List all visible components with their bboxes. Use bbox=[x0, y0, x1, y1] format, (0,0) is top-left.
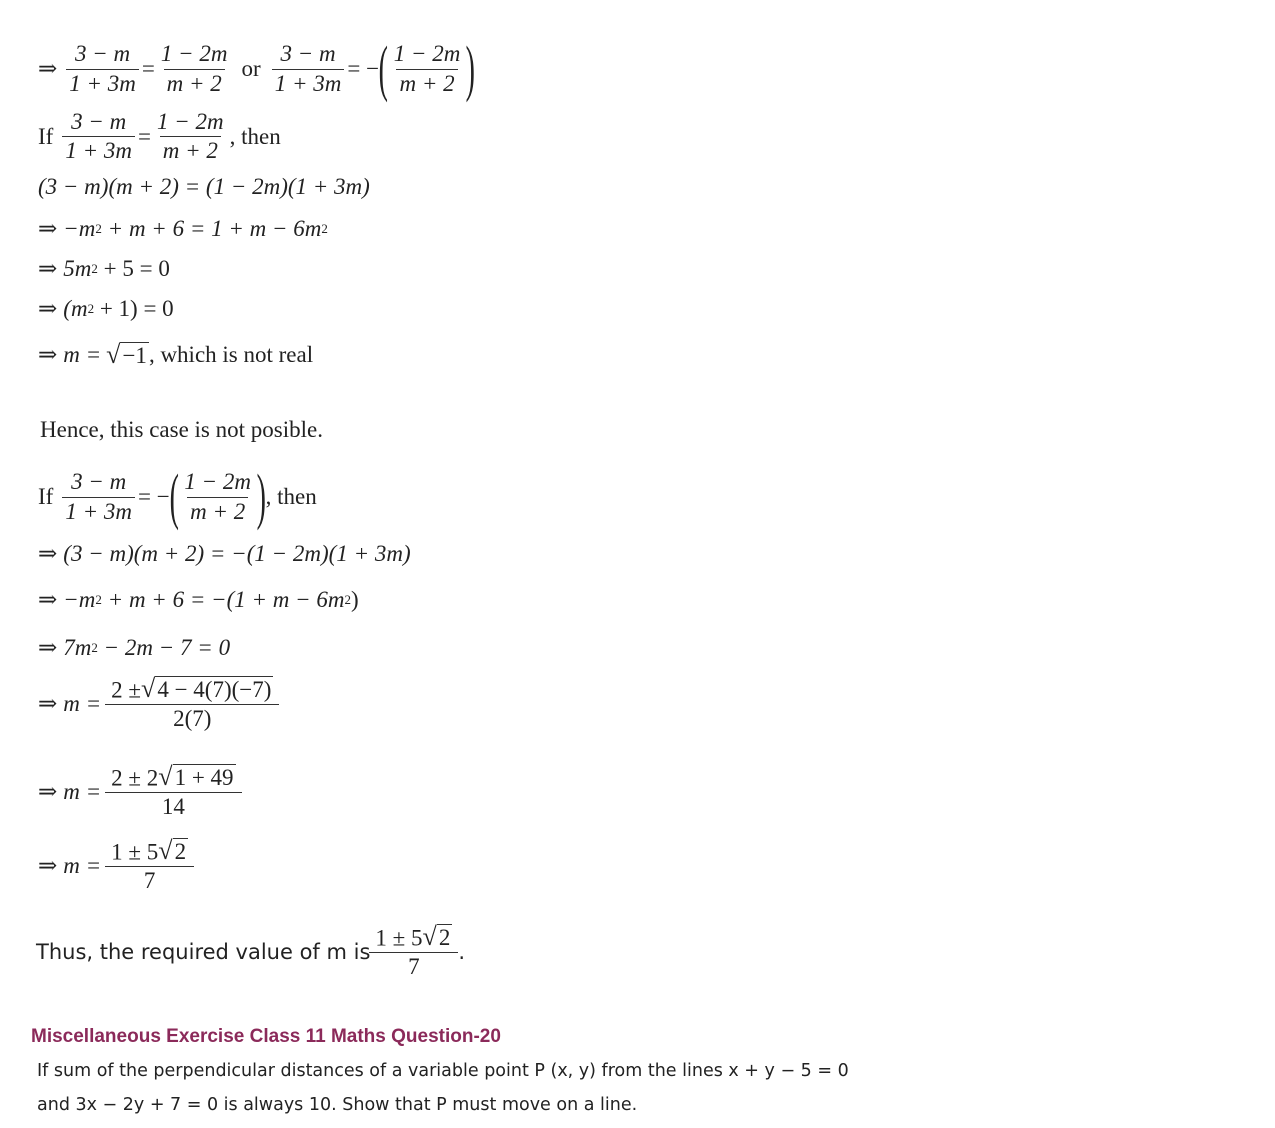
term: + m + 6 = −(1 + m − 6m bbox=[101, 587, 345, 612]
fraction: 1 ± 5 √ 2 7 bbox=[108, 838, 191, 894]
equation-step-12: ⇒ 7m 2 − 2m − 7 = 0 bbox=[38, 635, 231, 660]
term: 5m bbox=[63, 256, 92, 281]
equals-sign: = bbox=[137, 123, 151, 149]
equation-step-2 bbox=[38, 110, 281, 163]
fraction: $\frac{3 - m}{1 + 3m}$ bbox=[66, 42, 139, 95]
term: + 5 = 0 bbox=[97, 256, 170, 281]
or-word: or bbox=[241, 56, 261, 81]
fraction: 1 ± 5 √ 2 7 bbox=[372, 924, 455, 980]
fraction: $\frac{1 - 2m}{m + 2}$ bbox=[160, 41, 228, 96]
term: −m bbox=[63, 587, 96, 612]
equals-sign: = bbox=[141, 56, 155, 81]
equation-step-3 bbox=[38, 174, 370, 200]
fraction: $\frac{1 - 2m}{m + 2}$ bbox=[156, 109, 224, 164]
fraction: 2 ± 2 √ 1 + 49 14 bbox=[108, 764, 238, 820]
right-paren: ) bbox=[256, 463, 266, 531]
term: , which is not real bbox=[148, 342, 314, 368]
fraction: $\frac{1 - 2m}{m + 2}$ bbox=[393, 41, 461, 96]
fraction: $\frac{3 - m}{1 + 3m}$ bbox=[62, 110, 135, 163]
implies-symbol: ⇒ bbox=[38, 56, 58, 81]
implies-symbol: ⇒ bbox=[38, 587, 58, 612]
fraction: $\frac{1 - 2m}{m + 2}$ bbox=[184, 469, 251, 524]
equation-step-4: ⇒ −m 2 + m + 6 = 1 + m − 6m 2 bbox=[38, 216, 328, 241]
equation-step-10 bbox=[38, 541, 411, 567]
implies-symbol: ⇒ bbox=[38, 342, 58, 368]
equation-step-11: ⇒ −m 2 + m + 6 = −(1 + m − 6m 2 ) bbox=[38, 587, 359, 612]
then-word: , then bbox=[265, 484, 317, 509]
period: . bbox=[458, 939, 465, 964]
term: − 2m − 7 = 0 bbox=[97, 635, 231, 660]
term: −m bbox=[63, 216, 96, 241]
question-text-line-1: If sum of the perpendicular distances of a variable point P (x, y) from the lines x + y − 5 = 0 bbox=[37, 1061, 849, 1081]
square-root: √ −1 bbox=[106, 340, 147, 370]
term: m = bbox=[63, 690, 102, 716]
implies-symbol: ⇒ bbox=[38, 778, 58, 804]
fraction: $\frac{3 - m}{1 + 3m}$ bbox=[272, 42, 345, 95]
equation-step-5: ⇒ 5m 2 + 5 = 0 bbox=[38, 256, 170, 281]
equation-text: (3 − m)(m + 2) = (1 − 2m)(1 + 3m) bbox=[38, 174, 370, 199]
if-word: If bbox=[38, 123, 54, 149]
left-paren: ( bbox=[169, 463, 179, 531]
implies-symbol: ⇒ bbox=[38, 852, 58, 878]
equation-step-13 bbox=[38, 676, 279, 732]
question-heading: Miscellaneous Exercise Class 11 Maths Question-20 bbox=[31, 1026, 501, 1047]
term: m = bbox=[63, 778, 102, 804]
equation-step-7 bbox=[38, 342, 313, 368]
implies-symbol: ⇒ bbox=[38, 541, 58, 566]
implies-symbol: ⇒ bbox=[38, 256, 58, 281]
equation-step-14 bbox=[38, 764, 242, 820]
fraction: $\frac{3 - m}{1 + 3m}$ bbox=[62, 470, 135, 523]
equation-step-15 bbox=[38, 838, 194, 894]
term: ) bbox=[351, 587, 359, 612]
equals-negative: = − bbox=[137, 484, 170, 509]
question-text-line-2: and 3x − 2y + 7 = 0 is always 10. Show that P must move on a line. bbox=[37, 1095, 638, 1115]
term: (3 − m)(m + 2) = −(1 − 2m)(1 + 3m) bbox=[63, 541, 411, 566]
case-not-possible-text bbox=[40, 417, 323, 443]
implies-symbol: ⇒ bbox=[38, 296, 58, 321]
implies-symbol: ⇒ bbox=[38, 690, 58, 716]
term: m = bbox=[63, 342, 102, 368]
implies-symbol: ⇒ bbox=[38, 635, 58, 660]
equation-step-6: ⇒ (m 2 + 1) = 0 bbox=[38, 296, 174, 321]
left-paren: ( bbox=[378, 35, 389, 103]
then-word: , then bbox=[229, 123, 281, 149]
fraction: 2 ± √ 4 − 4(7)(−7) 2(7) bbox=[108, 676, 276, 732]
if-word: If bbox=[38, 484, 54, 509]
term: 7m bbox=[63, 635, 92, 660]
conclusion-text: Thus, the required value of m is bbox=[36, 939, 371, 964]
term: (m bbox=[63, 296, 88, 321]
statement: Hence, this case is not posible. bbox=[40, 417, 323, 442]
term: + m + 6 = 1 + m − 6m bbox=[101, 216, 322, 241]
equals-negative: = − bbox=[347, 56, 380, 81]
equation-step-1 bbox=[38, 35, 476, 103]
term: + 1) = 0 bbox=[94, 296, 174, 321]
right-paren: ) bbox=[466, 35, 476, 103]
implies-symbol: ⇒ bbox=[38, 216, 58, 241]
term: m = bbox=[63, 852, 102, 878]
conclusion-line bbox=[36, 924, 465, 980]
equation-step-9 bbox=[38, 463, 317, 531]
